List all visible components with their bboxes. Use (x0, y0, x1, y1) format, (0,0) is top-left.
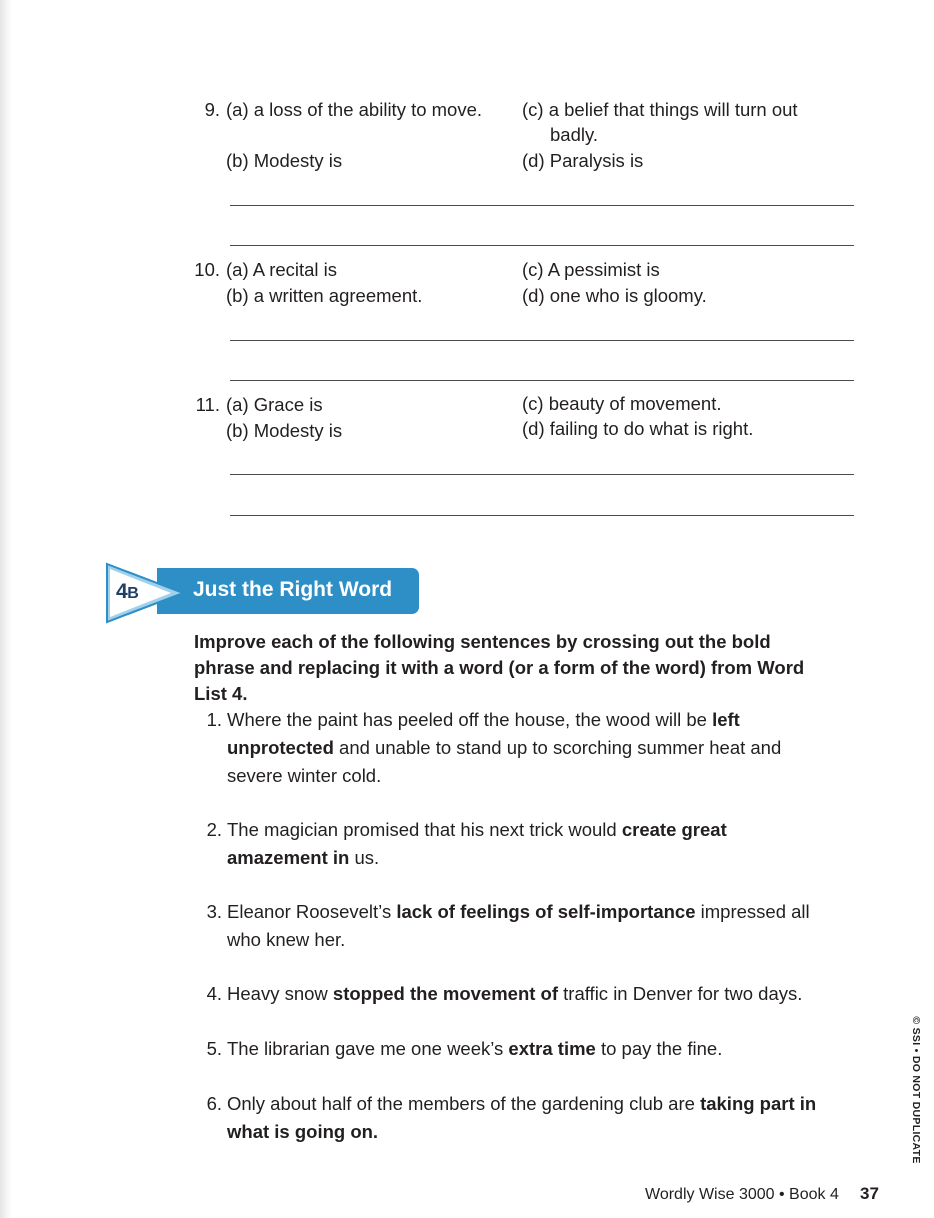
item-text: and unable to stand up to scorching summer heat and severe winter cold. (227, 737, 782, 786)
option-c: (c) a belief that things will turn out (522, 99, 798, 120)
item-number: 4. (206, 983, 222, 1004)
bold-phrase[interactable]: lack of feelings of self-importance (396, 901, 696, 922)
page-edge-shadow (0, 0, 12, 1218)
item-text: Eleanor Roosevelt’s (227, 901, 397, 922)
item-number: 1. (206, 709, 222, 730)
item-number: 6. (206, 1093, 222, 1114)
answer-line[interactable] (230, 245, 854, 246)
list-item (200, 1090, 830, 1146)
bold-phrase[interactable]: taking part in what is going on. (227, 1093, 817, 1142)
answer-line[interactable] (230, 205, 854, 206)
bold-phrase[interactable]: create great amazement in (227, 819, 727, 868)
option-d: (d) Paralysis is (522, 150, 644, 171)
section-banner (105, 562, 419, 624)
footer-book-title: Wordly Wise 3000 • Book 4 (645, 1186, 839, 1203)
option-c-continued: badly. (550, 124, 598, 145)
option-c: (c) beauty of movement. (522, 393, 722, 414)
list-item (200, 706, 830, 790)
answer-line[interactable] (230, 380, 854, 381)
item-text: Heavy snow (227, 983, 333, 1004)
section-number: 4 (116, 580, 128, 603)
question-number: 11. (195, 394, 220, 415)
item-text: us. (349, 847, 380, 868)
item-number: 5. (206, 1038, 222, 1059)
copyright-text: © SSI • DO NOT DUPLICATE (910, 1016, 922, 1164)
option-a: (a) a loss of the ability to move. (226, 99, 483, 120)
item-text: The librarian gave me one week’s (227, 1038, 509, 1059)
page-number: 37 (860, 1184, 879, 1203)
item-text: Only about half of the members of the gardening club are (227, 1093, 701, 1114)
list-item (200, 816, 830, 872)
section-code (116, 580, 138, 604)
section-title: Just the Right Word (193, 578, 393, 601)
option-b: (b) Modesty is (226, 420, 343, 441)
option-b: (b) Modesty is (226, 150, 343, 171)
option-a: (a) A recital is (226, 259, 338, 280)
item-text: to pay the fine. (595, 1038, 723, 1059)
item-number: 2. (206, 819, 222, 840)
item-text: traffic in Denver for two days. (558, 983, 803, 1004)
bold-phrase[interactable]: stopped the movement of (332, 983, 559, 1004)
option-d: (d) one who is gloomy. (522, 285, 707, 306)
item-text: Where the paint has peeled off the house, the wood will be (227, 709, 713, 730)
question-number: 10. (194, 259, 220, 280)
option-d: (d) failing to do what is right. (522, 418, 754, 439)
option-b: (b) a written agreement. (226, 285, 423, 306)
section-letter: B (127, 585, 139, 602)
item-text: The magician promised that his next trick would (227, 819, 622, 840)
bold-phrase[interactable]: left unprotected (227, 709, 740, 758)
list-item (200, 898, 830, 954)
question-number: 9. (204, 99, 220, 120)
answer-line[interactable] (230, 474, 854, 475)
item-text: impressed all who knew her. (227, 901, 810, 950)
option-c: (c) A pessimist is (522, 259, 660, 280)
instructions: Improve each of the following sentences by crossing out the bold phrase and replacing it with a word (or a form of the word) from Word List 4. (194, 631, 805, 704)
list-item (200, 980, 830, 1008)
answer-line[interactable] (230, 340, 854, 341)
answer-line[interactable] (230, 515, 854, 516)
option-a: (a) Grace is (226, 394, 323, 415)
item-number: 3. (206, 901, 222, 922)
bold-phrase[interactable]: extra time (508, 1038, 596, 1059)
list-item (200, 1035, 830, 1063)
